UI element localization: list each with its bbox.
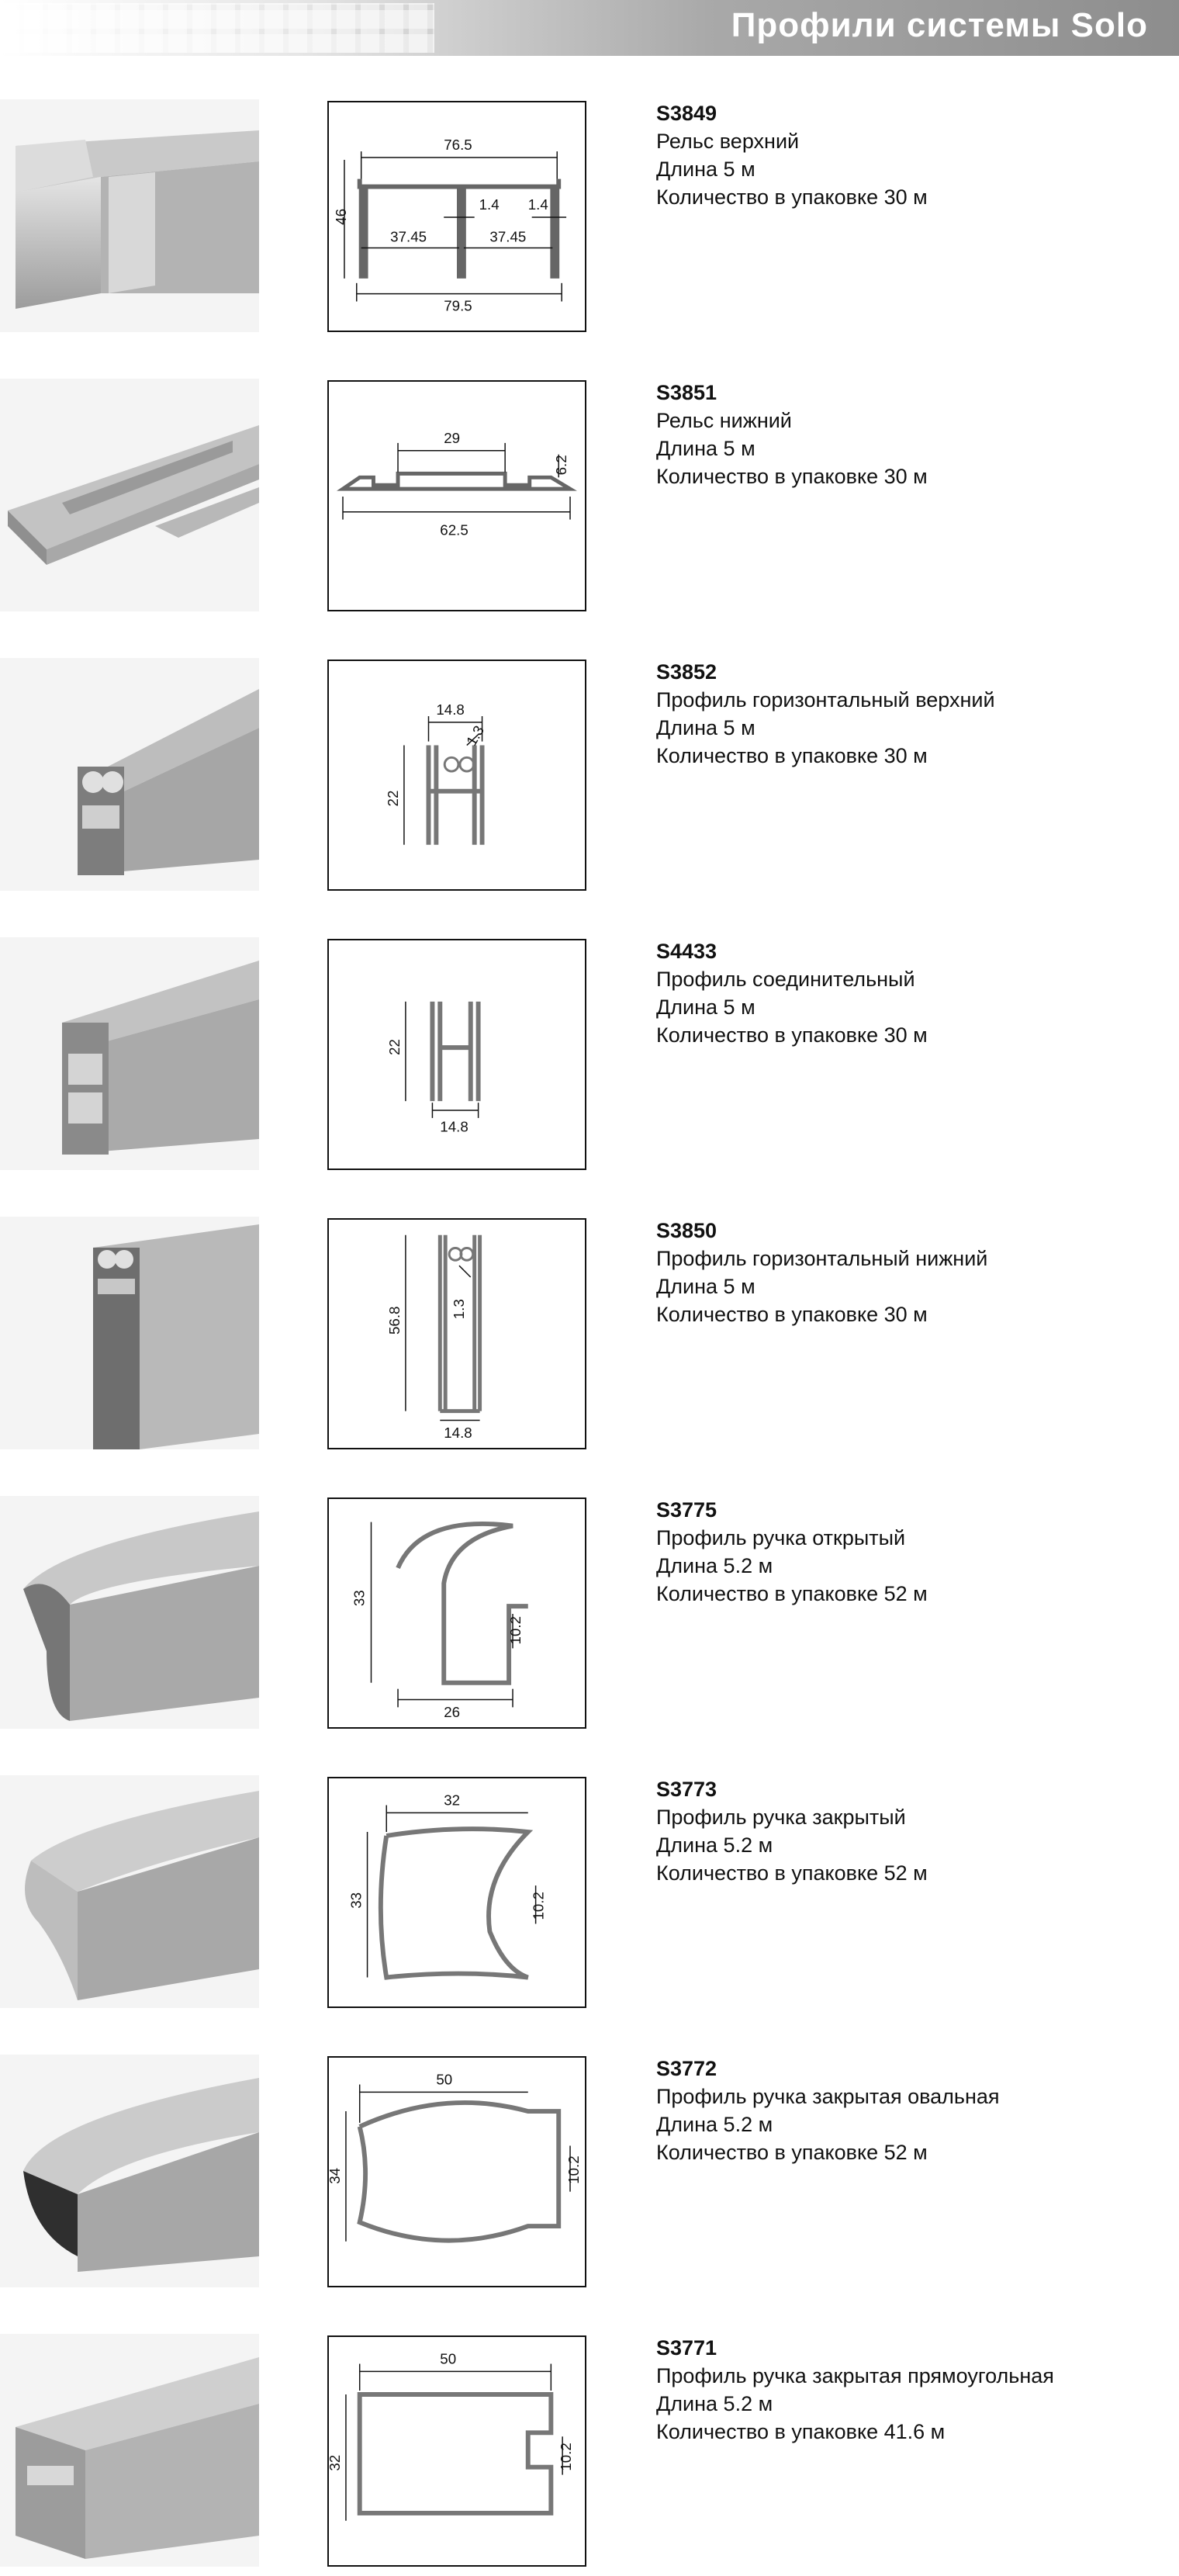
dim-wall: 1.3 — [450, 1299, 467, 1320]
product-name: Профиль ручка закрытая прямоугольная — [656, 2364, 1054, 2387]
technical-drawing — [327, 2335, 586, 2567]
dim-width: 50 — [440, 2350, 457, 2367]
product-row — [0, 1496, 1179, 1729]
technical-drawing — [327, 660, 586, 891]
product-code: S3772 — [656, 2057, 717, 2080]
product-row — [0, 99, 1179, 332]
product-code: S3773 — [656, 1778, 717, 1801]
dim-width: 32 — [444, 1792, 461, 1809]
dim-slot: 10.2 — [558, 2443, 574, 2471]
product-row — [0, 2334, 1179, 2567]
product-length: Длина 5 м — [656, 716, 755, 739]
product-pack: Количество в упаковке 52 м — [656, 1861, 928, 1885]
dim-slot: 10.2 — [565, 2155, 582, 2184]
dim-width: 14.8 — [436, 701, 465, 718]
product-name: Профиль горизонтальный верхний — [656, 688, 995, 712]
product-info — [656, 99, 1168, 211]
product-photo — [0, 1775, 259, 2008]
product-photo — [0, 99, 259, 332]
product-photo — [0, 2334, 259, 2567]
dim-width: 50 — [436, 2071, 453, 2088]
product-info — [656, 1775, 1168, 1887]
product-length: Длина 5 м — [656, 158, 755, 181]
product-info — [656, 2055, 1168, 2166]
product-name: Рельс верхний — [656, 130, 800, 153]
dim-wall: 1.3 — [462, 722, 488, 749]
product-code: S3849 — [656, 102, 717, 125]
dim-width: 14.8 — [440, 1118, 468, 1135]
technical-drawing — [327, 2056, 586, 2287]
product-photo — [0, 937, 259, 1170]
dim-slot: 10.2 — [530, 1892, 547, 1920]
product-row — [0, 658, 1179, 891]
dim-half-1: 37.45 — [390, 228, 427, 245]
product-name: Профиль горизонтальный нижний — [656, 1247, 988, 1270]
product-photo — [0, 658, 259, 891]
product-length: Длина 5 м — [656, 995, 755, 1019]
technical-drawing — [327, 1777, 586, 2008]
product-row — [0, 379, 1179, 611]
dim-height: 32 — [327, 2454, 344, 2471]
dim-height: 34 — [327, 2167, 344, 2184]
product-pack: Количество в упаковке 52 м — [656, 1582, 928, 1605]
product-photo — [0, 1217, 259, 1449]
dim-height: 56.8 — [386, 1306, 403, 1335]
dim-height: 22 — [385, 790, 402, 807]
dim-height: 46 — [332, 209, 349, 225]
product-row — [0, 1775, 1179, 2008]
dim-width-inner: 76.5 — [444, 137, 472, 154]
product-name: Профиль соединительный — [656, 968, 915, 991]
dim-height: 33 — [347, 1892, 365, 1909]
dim-wall-1: 1.4 — [479, 196, 500, 213]
product-name: Профиль ручка закрытый — [656, 1806, 906, 1829]
product-photo — [0, 2055, 259, 2287]
dim-width-outer: 79.5 — [444, 297, 472, 314]
dim-width-outer: 62.5 — [440, 521, 468, 538]
dim-wall-2: 1.4 — [527, 196, 548, 213]
product-code: S3851 — [656, 381, 717, 404]
product-length: Длина 5.2 м — [656, 2113, 773, 2136]
dim-width: 14.8 — [444, 1425, 472, 1442]
dim-width-inner: 29 — [444, 429, 461, 446]
product-code: S3852 — [656, 660, 717, 684]
product-name: Профиль ручка открытый — [656, 1526, 906, 1549]
product-name: Профиль ручка закрытая овальная — [656, 2085, 1000, 2108]
page-header — [0, 0, 1179, 56]
dim-half-2: 37.45 — [489, 228, 527, 245]
product-info — [656, 1496, 1168, 1608]
product-info — [656, 658, 1168, 770]
page-title: Профили системы Solo — [731, 6, 1148, 44]
product-pack: Количество в упаковке 52 м — [656, 2141, 928, 2164]
technical-drawing — [327, 101, 586, 332]
dim-slot: 10.2 — [507, 1615, 524, 1645]
technical-drawing — [327, 380, 586, 611]
dim-height: 33 — [351, 1590, 368, 1607]
dim-height: 6.2 — [553, 455, 570, 476]
product-row — [0, 1217, 1179, 1449]
product-length: Длина 5.2 м — [656, 1833, 773, 1857]
product-length: Длина 5 м — [656, 437, 755, 460]
header-grid-pattern — [0, 3, 434, 53]
technical-drawing — [327, 939, 586, 1170]
product-photo — [0, 1496, 259, 1729]
product-code: S3850 — [656, 1219, 717, 1242]
product-pack: Количество в упаковке 30 м — [656, 744, 928, 767]
product-pack: Количество в упаковке 30 м — [656, 1303, 928, 1326]
product-pack: Количество в упаковке 30 м — [656, 1023, 928, 1047]
product-pack: Количество в упаковке 30 м — [656, 465, 928, 488]
product-code: S3771 — [656, 2336, 717, 2360]
product-name: Рельс нижний — [656, 409, 792, 432]
product-length: Длина 5.2 м — [656, 1554, 773, 1577]
product-photo — [0, 379, 259, 611]
product-info — [656, 937, 1168, 1049]
dim-height: 22 — [386, 1039, 403, 1055]
technical-drawing — [327, 1218, 586, 1449]
product-code: S4433 — [656, 940, 717, 963]
product-code: S3775 — [656, 1498, 717, 1522]
product-row — [0, 937, 1179, 1170]
product-pack: Количество в упаковке 30 м — [656, 185, 928, 209]
dim-width: 26 — [444, 1704, 461, 1721]
product-row — [0, 2055, 1179, 2287]
technical-drawing — [327, 1497, 586, 1729]
product-info — [656, 379, 1168, 490]
product-info — [656, 1217, 1168, 1328]
product-pack: Количество в упаковке 41.6 м — [656, 2420, 946, 2443]
product-length: Длина 5 м — [656, 1275, 755, 1298]
product-info — [656, 2334, 1168, 2446]
product-length: Длина 5.2 м — [656, 2392, 773, 2415]
